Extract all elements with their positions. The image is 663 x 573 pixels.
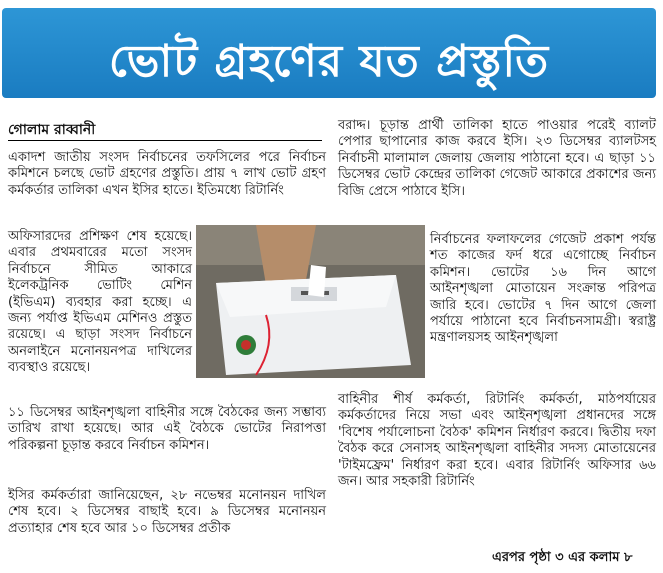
left-paragraph-2-text: অফিসারদের প্রশিক্ষণ শেষ হয়েছে। এবার প্রথমবারের মতো সংসদ নির্বাচনে সীমিত আকারে ইলেকট্রনিক ভোটিং মেশিন (ইভিএম) ব্যবহার করা হচ্ছে। এ জন্য পর্যাপ্ত ইভিএম মেশিনও প্রস্তুত রয়েছে। এ ছাড়া সংসদ নির্বাচনে অনলাইনে মনোনয়নপত্র দাখিলের ব্যবস্থাও রয়েছে। [8, 229, 192, 376]
ballot-box-illustration [196, 225, 425, 378]
left-paragraph-4 [8, 488, 326, 537]
right-paragraph-2-text: নির্বাচনের ফলাফলের গেজেট প্রকাশ পর্যন্ত শত কাজের ফর্দ ধরে এগোচ্ছে নির্বাচন কমিশন। ভোটের ১৬ দিন আগে আইনশৃঙ্খলা মোতায়েন সংক্রান্ত পরিপত্র জারি হবে। ভোটের ৭ দিন আগে জেলা পর্যায়ে পাঠানো হবে নির্বাচনসামগ্রী। স্বরাষ্ট্র মন্ত্রণালয়সহ আইনশৃঙ্খলা [430, 232, 656, 346]
right-paragraph-2 [430, 232, 656, 347]
ballot-box-photo [196, 225, 425, 378]
right-paragraph-3-text: বাহিনীর শীর্ষ কর্মকর্তা, রিটার্নিং কর্মকর্তা, মাঠপর্যায়ের কর্মকর্তাদের নিয়ে সভা এবং আইনশৃঙ্খলা প্রধানদের সঙ্গে 'বিশেষ পর্যালোচনা বৈঠক' কমিশন নির্ধারণ করবে। দ্বিতীয় দফা বৈঠক করে সেনাসহ আইনশৃঙ্খলা বাহিনীর সদস্য মোতায়েনের 'টাইমফ্রেম' নির্ধারণ করা হবে। এবার রিটার্নিং অফিসার ৬৬ জন। আর সহকারী রিটার্নিং [338, 392, 656, 490]
byline: গোলাম রাব্বানী [8, 122, 96, 138]
right-paragraph-1-text: বরাদ্দ। চূড়ান্ত প্রার্থী তালিকা হাতে পাওয়ার পরেই ব্যালট পেপার ছাপানোর কাজ করবে ইসি। ২৩ ডিসেম্বর ব্যালটসহ নির্বাচনী মালামাল জেলায় জেলায় পাঠানো হবে। এ ছাড়া ১১ ডিসেম্বর ভোট কেন্দ্রের তালিকা গেজেট আকারে প্রকাশের জন্য বিজি প্রেসে পাঠাবে ইসি। [338, 118, 656, 199]
left-paragraph-3 [8, 405, 326, 454]
left-paragraph-1-text: একাদশ জাতীয় সংসদ নির্বাচনের তফসিলের পরে নির্বাচন কমিশনে চলছে ভোট গ্রহণের প্রস্তুতি। প্রায় ৭ লাখ ভোট গ্রহণ কর্মকর্তার তালিকা এখন ইসির হাতে। ইতিমধ্যে রিটার্নিং [8, 150, 326, 198]
headline-banner [0, 0, 663, 104]
left-paragraph-2 [8, 229, 192, 377]
continuation-note: এরপর পৃষ্ঠা ৩ এর কলাম ৮ [492, 550, 633, 565]
right-paragraph-1 [338, 118, 656, 200]
right-paragraph-3 [338, 392, 656, 490]
left-paragraph-3-text: ১১ ডিসেম্বর আইনশৃঙ্খলা বাহিনীর সঙ্গে বৈঠকের জন্য সম্ভাব্য তারিখ রাখা হয়েছে। আর এই বৈঠকে ভোটের নিরাপত্তা পরিকল্পনা চূড়ান্ত করবে নির্বাচন কমিশন। [8, 405, 326, 453]
left-paragraph-4-text: ইসির কর্মকর্তারা জানিয়েছেন, ২৮ নভেম্বর মনোনয়ন দাখিল শেষ হবে। ২ ডিসেম্বর বাছাই হবে। ৯ ডিসেম্বর মনোনয়ন প্রত্যাহার শেষ হবে আর ১০ ডিসেম্বর প্রতীক [8, 488, 326, 536]
byline-divider [8, 140, 322, 141]
headline-box [2, 8, 656, 98]
headline: ভোট গ্রহণের যত প্রস্তুতি [108, 36, 550, 87]
left-paragraph-1 [8, 150, 326, 199]
